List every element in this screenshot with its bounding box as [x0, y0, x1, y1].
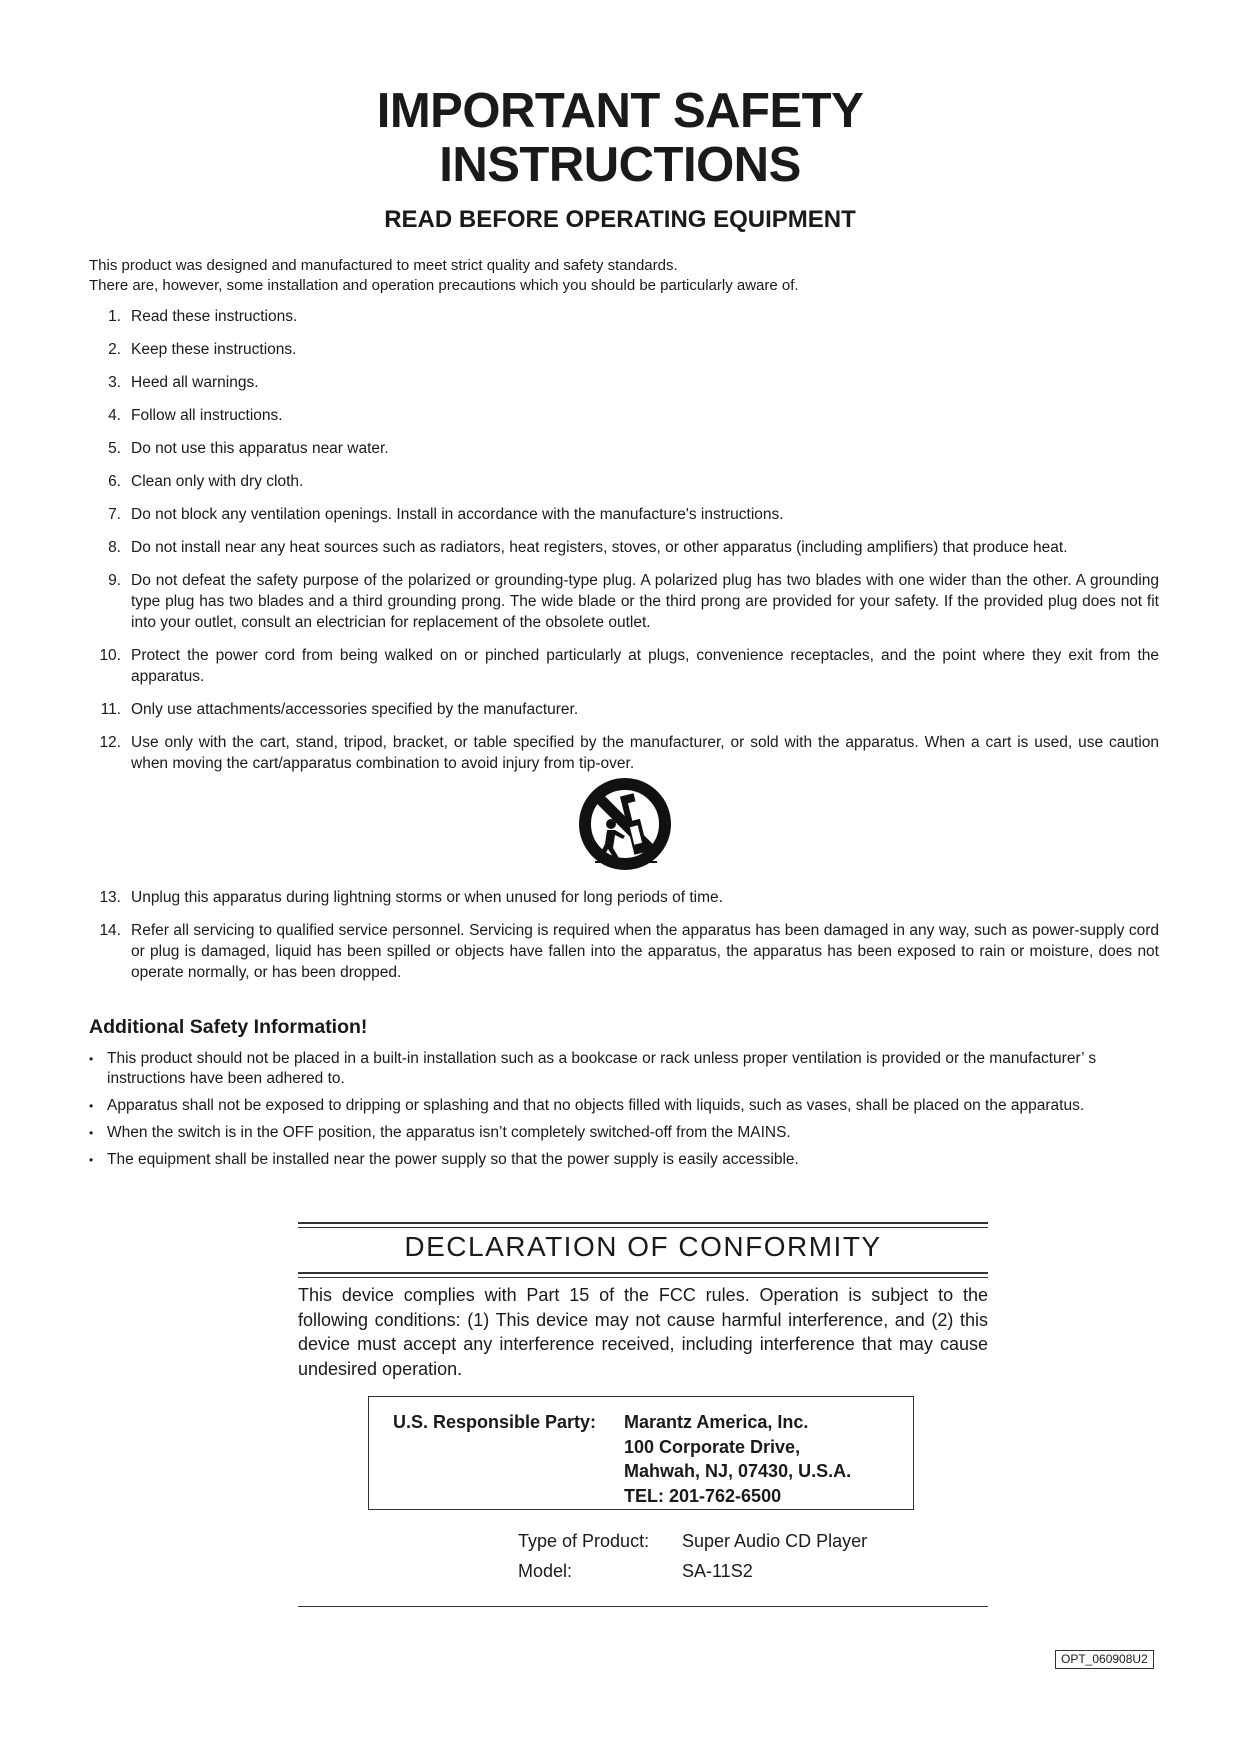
page-title	[0, 84, 1240, 192]
item-number: 5.	[108, 440, 121, 457]
item-text: Refer all servicing to qualified service personnel. Servicing is required when the apparatus has been damaged in any way, such as power-supply cord or plug is damaged, liquid has been spilled or objects have fallen into the apparatus, the apparatus has been exposed to rain or moisture, does not operate normally, or has been dropped.	[131, 922, 1159, 981]
bullet-icon: •	[89, 1099, 94, 1113]
party-line: Mahwah, NJ, 07430, U.S.A.	[624, 1461, 852, 1481]
declaration-bottom-rule	[298, 1606, 988, 1607]
item-number: 8.	[108, 539, 121, 556]
item-text: Do not block any ventilation openings. Install in accordance with the manufacture's instructions.	[131, 506, 784, 523]
safety-bullet-item	[89, 1096, 1159, 1116]
instruction-item	[89, 504, 1159, 525]
instruction-item	[89, 645, 1159, 687]
bullet-icon: •	[89, 1126, 94, 1140]
product-info	[518, 1526, 867, 1586]
responsible-party-box	[368, 1396, 914, 1510]
item-number: 14.	[99, 922, 121, 939]
instructions-list-part-1	[89, 306, 1159, 786]
instructions-list-part-2	[89, 887, 1159, 995]
additional-safety-list	[89, 1049, 1159, 1177]
party-line: 100 Corporate Drive,	[624, 1436, 801, 1457]
instruction-item	[89, 405, 1159, 426]
item-number: 1.	[108, 308, 121, 325]
title-line-2: INSTRUCTIONS	[439, 138, 801, 192]
item-number: 10.	[99, 647, 121, 664]
product-type-value: Super Audio CD Player	[682, 1531, 868, 1551]
responsible-party-label: U.S. Responsible Party:	[393, 1412, 597, 1432]
instruction-item	[89, 920, 1159, 983]
instruction-item	[89, 887, 1159, 908]
instruction-item	[89, 537, 1159, 558]
item-text: Do not defeat the safety purpose of the polarized or grounding-type plug. A polarized plug has two blades with one wider than the other. A grounding type plug has two blades and a third grounding prong. The wide blade or the third prong are provided for your safety. If the provided plug does not fit into your outlet, consult an electrician for replacement of the obsolete outlet.	[131, 572, 1159, 631]
declaration-body: This device complies with Part 15 of the FCC rules. Operation is subject to the following conditions: (1) This device may not cause harmful interference, and (2) this device must accept any interference received, including interference that may cause undesired operation.	[298, 1285, 988, 1379]
intro-paragraph	[89, 256, 1159, 296]
declaration-title-rule	[298, 1272, 988, 1278]
model-label: Model:	[518, 1561, 573, 1581]
bullet-text: Apparatus shall not be exposed to dripping or splashing and that no objects filled with liquids, such as vases, shall be placed on the apparatus.	[107, 1097, 1085, 1114]
party-line: TEL: 201-762-6500	[624, 1485, 782, 1506]
instruction-item	[89, 306, 1159, 327]
instruction-item	[89, 339, 1159, 360]
instruction-item	[89, 438, 1159, 459]
item-number: 13.	[99, 889, 121, 906]
title-line-1: IMPORTANT SAFETY	[376, 84, 864, 138]
model-row	[518, 1556, 867, 1586]
item-text: Keep these instructions.	[131, 341, 297, 358]
bullet-text: When the switch is in the OFF position, the apparatus isn’t completely switched-off from the MAINS.	[107, 1124, 791, 1141]
bullet-text: The equipment shall be installed near the power supply so that the power supply is easily accessible.	[107, 1151, 799, 1168]
item-number: 2.	[108, 341, 121, 358]
item-text: Do not use this apparatus near water.	[131, 440, 389, 457]
item-number: 6.	[108, 473, 121, 490]
bullet-icon: •	[89, 1052, 94, 1066]
instruction-item	[89, 570, 1159, 633]
responsible-party-address	[624, 1410, 851, 1508]
item-text: Only use attachments/accessories specified by the manufacturer.	[131, 701, 579, 718]
page-subtitle: READ BEFORE OPERATING EQUIPMENT	[384, 206, 856, 233]
item-number: 9.	[108, 572, 121, 589]
declaration-top-rule	[298, 1222, 988, 1228]
item-text: Protect the power cord from being walked on or pinched particularly at plugs, convenience receptacles, and the point where they exit from the apparatus.	[131, 647, 1159, 685]
item-number: 4.	[108, 407, 121, 424]
cart-tip-over-warning-icon	[575, 778, 675, 874]
instruction-item	[89, 471, 1159, 492]
item-text: Use only with the cart, stand, tripod, bracket, or table specified by the manufacturer, or sold with the apparatus. When a cart is used, use caution when moving the cart/apparatus combination to avoid injury from tip-over.	[131, 734, 1159, 772]
safety-bullet-item	[89, 1049, 1159, 1089]
intro-line-1: This product was designed and manufactured to meet strict quality and safety standards.	[89, 257, 678, 274]
bullet-icon: •	[89, 1153, 94, 1167]
bullet-text: This product should not be placed in a built-in installation such as a bookcase or rack unless proper ventilation is provided or the manufacturer’ s instructions have been adhered to.	[107, 1050, 1097, 1087]
instruction-item	[89, 699, 1159, 720]
item-number: 3.	[108, 374, 121, 391]
declaration-title: DECLARATION OF CONFORMITY	[404, 1231, 882, 1262]
item-text: Read these instructions.	[131, 308, 298, 325]
additional-safety-heading: Additional Safety Information!	[89, 1016, 368, 1038]
party-line: Marantz America, Inc.	[624, 1412, 809, 1432]
product-type-row	[518, 1526, 867, 1556]
intro-line-2: There are, however, some installation and operation precautions which you should be particularly aware of.	[89, 277, 799, 294]
item-number: 12.	[99, 734, 121, 751]
safety-bullet-item	[89, 1150, 1159, 1170]
item-text: Unplug this apparatus during lightning storms or when unused for long periods of time.	[131, 889, 723, 906]
instruction-item	[89, 732, 1159, 774]
document-code: OPT_060908U2	[1055, 1650, 1154, 1669]
item-text: Follow all instructions.	[131, 407, 283, 424]
item-number: 7.	[108, 506, 121, 523]
item-text: Heed all warnings.	[131, 374, 259, 391]
product-type-label: Type of Product:	[518, 1531, 650, 1551]
model-value: SA-11S2	[682, 1561, 753, 1581]
item-text: Clean only with dry cloth.	[131, 473, 304, 490]
item-text: Do not install near any heat sources such as radiators, heat registers, stoves, or other apparatus (including amplifiers) that produce heat.	[131, 539, 1068, 556]
safety-bullet-item	[89, 1123, 1159, 1143]
item-number: 11.	[100, 701, 121, 718]
instruction-item	[89, 372, 1159, 393]
